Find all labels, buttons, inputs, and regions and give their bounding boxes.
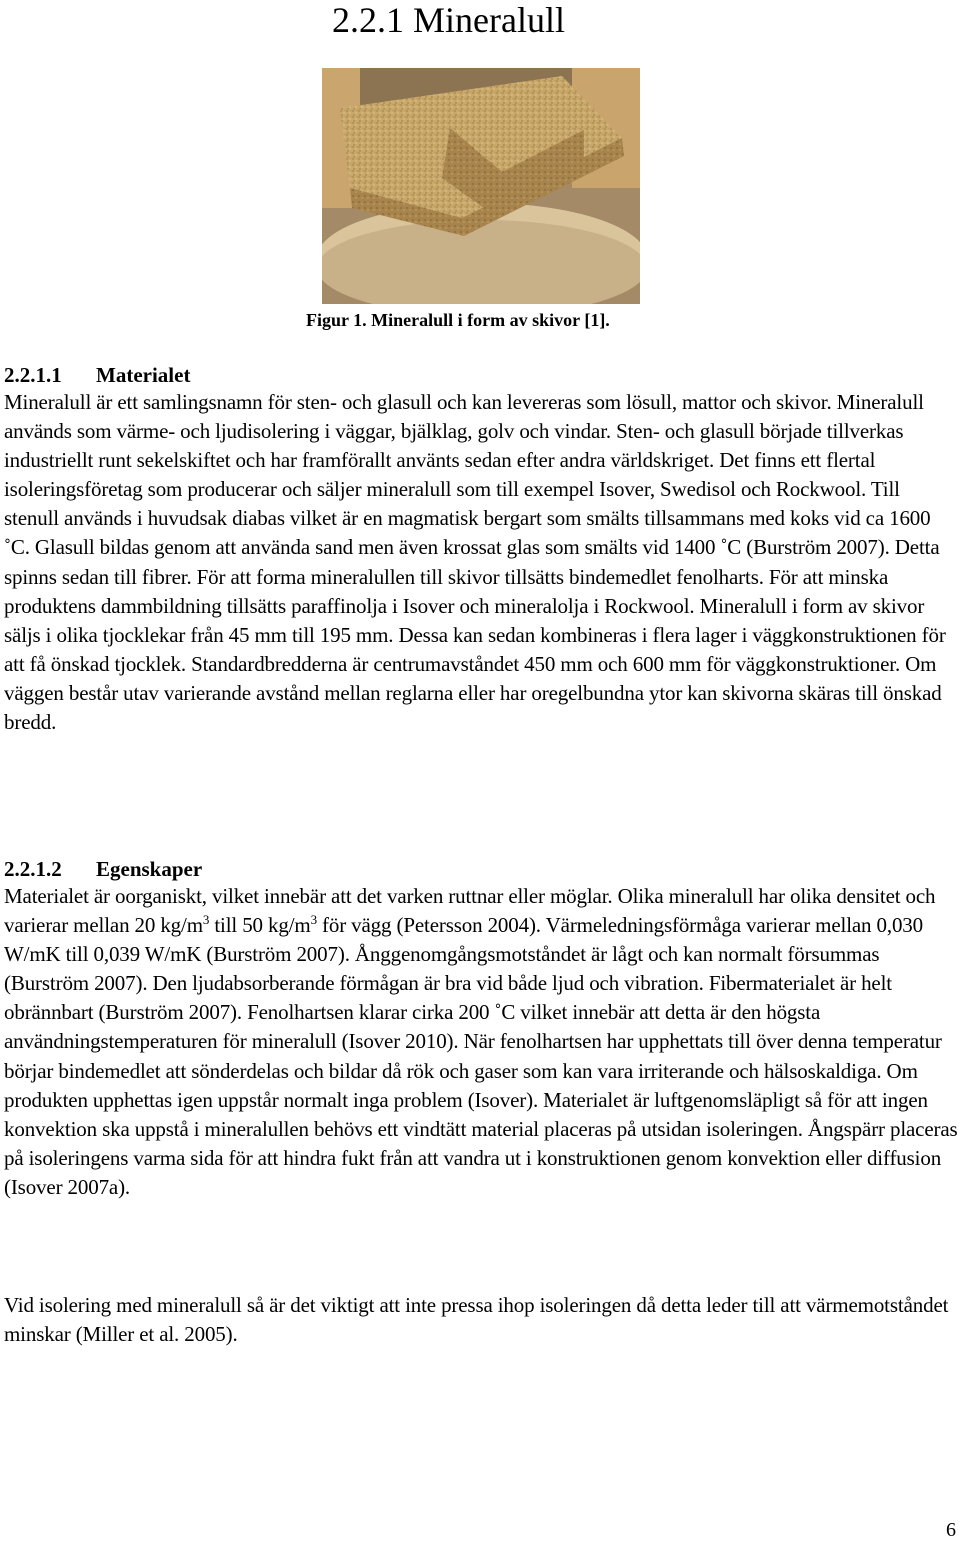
mineral-wool-illustration [322, 68, 640, 304]
section-heading-egenskaper [4, 856, 202, 882]
paragraph-egenskaper [4, 882, 959, 1202]
mineral-wool-photo [322, 68, 640, 304]
text-run: Materialet är oorganiskt, vilket innebär att det varken ruttnar eller möglar. Olika mineralull har olika densitet och varierar mellan 20 kg/m [4, 884, 936, 938]
superscript: 3 [310, 912, 317, 928]
text-run: för vägg (Petersson 2004). Värmeledningsförmåga varierar mellan 0,030 W/mK till 0,039 W/mK (Burström 2007). Ånggenomgångsmotståndet är lågt och kan normalt försummas (Burström 2007). Den ljudabsorberande förmågan är bra vid både ljud och vibration. Fibermaterialet är helt obrännbart (Burström 2007). Fenolhartsen klarar cirka 200 ˚C vilket innebär att detta är den högsta användningstemperaturen för mineralull (Isover 2010). När fenolhartsen har upphettats till över denna temperatur börjar bindemedlet att sönderdelas och bildar då rök och gaser som kan vara irriterande och hälsoskaldiga. Om produkten upphettas igen uppstår normalt inga problem (Isover). Materialet är luftgenomsläpligt så för att ingen konvektion ska uppstå i mineralullen behövs ett vindtätt material placeras på utsidan isoleringen. Ångspärr placeras på isoleringens varma sida för att hindra fukt från att vandra ut i konstruktionen genom konvektion eller diffusion (Isover 2007a). [4, 913, 958, 1199]
section-title: Materialet [96, 363, 191, 387]
section-heading-materialet [4, 362, 190, 388]
section-number: 2.2.1.1 [4, 363, 62, 387]
paragraph-materialet: Mineralull är ett samlingsnamn för sten- och glasull och kan levereras som lösull, mattor och skivor. Mineralull används som värme- och ljudisolering i väggar, bjälklag, golv och vindar. Sten- och glasull började tillverkas industriellt runt sekelskiftet och har framförallt använts sedan efter andra världskriget. Det finns ett flertal isoleringsföretag som producerar och säljer mineralull som till exempel Isover, Swedisol och Rockwool. Till stenull används i huvudsak diabas vilket är en magmatisk bergart som smälts tillsammans med koks vid ca 1600 ˚C. Glasull bildas genom att använda sand men även krossat glas som smälts vid 1400 ˚C (Burström 2007). Detta spinns sedan till fibrer. För att forma mineralullen till skivor tillsätts bindemedlet fenolharts. För att minska produktens dammbildning tillsätts paraffinolja i Isover och mineralolja i Rockwool. Mineralull i form av skivor säljs i olika tjocklekar från 45 mm till 195 mm. Dessa kan sedan kombineras i flera lager i väggkonstruktionen för att få önskad tjocklek. Standardbredderna är centrumavståndet 450 mm och 600 mm för väggkonstruktioner. Om väggen består utav varierande avstånd mellan reglarna eller har oregelbundna ytor kan skivorna skäras till önskad bredd. [4, 390, 946, 735]
figure-caption: Figur 1. Mineralull i form av skivor [1]. [306, 310, 610, 330]
text-run: till 50 kg/m [209, 913, 311, 938]
superscript: 3 [202, 912, 210, 928]
page-number: 6 [946, 1519, 956, 1541]
page-heading: 2.2.1 Mineralull [332, 0, 565, 40]
section-number: 2.2.1.2 [4, 857, 62, 881]
section-title: Egenskaper [96, 857, 203, 881]
paragraph-isolering: Vid isolering med mineralull så är det viktigt att inte pressa ihop isoleringen då detta leder till att värmemotståndet minskar (Miller et al. 2005). [4, 1293, 949, 1347]
